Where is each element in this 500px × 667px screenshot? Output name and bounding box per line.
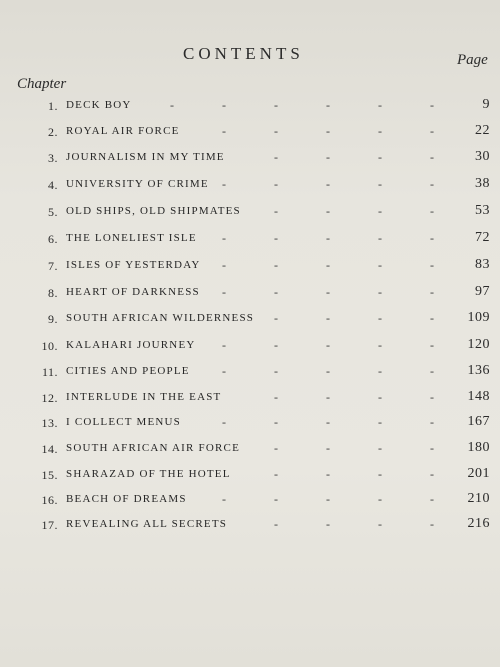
leader-dash: - (274, 98, 278, 112)
chapter-title: UNIVERSITY OF CRIME (66, 178, 209, 190)
leader-dash: - (222, 98, 226, 112)
page-number: 136 (467, 363, 490, 378)
chapter-title: THE LONELIEST ISLE (66, 232, 197, 244)
page-number: 167 (467, 414, 490, 429)
dot-leaders (170, 415, 450, 431)
leader-dash: - (378, 177, 382, 191)
dot-leaders (170, 311, 450, 327)
chapter-title: OLD SHIPS, OLD SHIPMATES (66, 205, 241, 217)
leader-dash: - (326, 364, 330, 378)
toc-entry (0, 202, 500, 224)
leader-dash: - (222, 177, 226, 191)
page-column-label: Page (457, 52, 488, 68)
leader-dash: - (222, 285, 226, 299)
leader-dash: - (274, 364, 278, 378)
page-number: 120 (467, 337, 490, 352)
dot-leaders (170, 98, 450, 114)
leader-dash: - (274, 415, 278, 429)
page-number: 97 (475, 284, 490, 299)
leader-dash: - (378, 231, 382, 245)
leader-dash: - (274, 124, 278, 138)
page-number: 210 (467, 491, 490, 506)
chapter-number: 4. (48, 178, 58, 192)
leader-dash: - (222, 364, 226, 378)
leader-dash: - (274, 150, 278, 164)
leader-dash: - (326, 231, 330, 245)
leader-dash: - (274, 231, 278, 245)
leader-dash: - (326, 415, 330, 429)
toc-entry (0, 148, 500, 170)
leader-dash: - (326, 492, 330, 506)
chapter-title: JOURNALISM IN MY TIME (66, 151, 225, 163)
leader-dash: - (326, 177, 330, 191)
leader-dash: - (378, 364, 382, 378)
page-number: 180 (467, 440, 490, 455)
leader-dash: - (378, 390, 382, 404)
dot-leaders (170, 441, 450, 457)
chapter-title: BEACH OF DREAMS (66, 493, 187, 505)
page-number: 109 (467, 310, 490, 325)
toc-entry (0, 413, 500, 435)
leader-dash: - (222, 124, 226, 138)
chapter-number: 10. (41, 339, 58, 353)
dot-leaders (170, 390, 450, 406)
leader-dash: - (378, 204, 382, 218)
leader-dash: - (378, 98, 382, 112)
leader-dash: - (430, 467, 434, 481)
leader-dash: - (430, 415, 434, 429)
chapter-title: I COLLECT MENUS (66, 416, 181, 428)
dot-leaders (170, 492, 450, 508)
leader-dash: - (378, 150, 382, 164)
chapter-title: CITIES AND PEOPLE (66, 365, 190, 377)
chapter-title: KALAHARI JOURNEY (66, 339, 196, 351)
leader-dash: - (378, 124, 382, 138)
toc-entry (0, 309, 500, 331)
chapter-number: 2. (48, 125, 58, 139)
leader-dash: - (274, 390, 278, 404)
leader-dash: - (326, 204, 330, 218)
leader-dash: - (274, 177, 278, 191)
dot-leaders (170, 285, 450, 301)
toc-entry (0, 122, 500, 144)
leader-dash: - (378, 285, 382, 299)
chapter-title: SOUTH AFRICAN AIR FORCE (66, 442, 240, 454)
toc-entry (0, 229, 500, 251)
leader-dash: - (378, 338, 382, 352)
leader-dash: - (430, 492, 434, 506)
dot-leaders (170, 124, 450, 140)
leader-dash: - (430, 390, 434, 404)
leader-dash: - (430, 311, 434, 325)
leader-dash: - (378, 258, 382, 272)
leader-dash: - (274, 517, 278, 531)
page-number: 201 (467, 466, 490, 481)
leader-dash: - (430, 98, 434, 112)
chapter-number: 9. (48, 312, 58, 326)
chapter-title: DECK BOY (66, 99, 132, 111)
toc-entry (0, 362, 500, 384)
leader-dash: - (430, 231, 434, 245)
chapter-number: 16. (41, 493, 58, 507)
chapter-column-label: Chapter (17, 76, 67, 92)
leader-dash: - (326, 517, 330, 531)
toc-entry (0, 283, 500, 305)
leader-dash: - (326, 467, 330, 481)
chapter-number: 17. (41, 518, 58, 532)
chapter-number: 6. (48, 232, 58, 246)
leader-dash: - (430, 441, 434, 455)
toc-entry (0, 439, 500, 461)
leader-dash: - (430, 517, 434, 531)
toc-entry (0, 465, 500, 487)
dot-leaders (170, 204, 450, 220)
leader-dash: - (222, 492, 226, 506)
page-number: 148 (467, 389, 490, 404)
chapter-title: ISLES OF YESTERDAY (66, 259, 201, 271)
leader-dash: - (274, 204, 278, 218)
chapter-title: SHARAZAD OF THE HOTEL (66, 468, 231, 480)
leader-dash: - (430, 150, 434, 164)
leader-dash: - (326, 150, 330, 164)
chapter-number: 15. (41, 468, 58, 482)
dot-leaders (170, 467, 450, 483)
leader-dash: - (222, 338, 226, 352)
page-number: 53 (475, 203, 490, 218)
toc-entry (0, 336, 500, 358)
toc-entry (0, 256, 500, 278)
page-number: 72 (475, 230, 490, 245)
leader-dash: - (222, 258, 226, 272)
leader-dash: - (274, 258, 278, 272)
leader-dash: - (326, 285, 330, 299)
chapter-title: SOUTH AFRICAN WILDERNESS (66, 312, 255, 324)
dot-leaders (170, 231, 450, 247)
page-number: 30 (475, 149, 490, 164)
leader-dash: - (430, 177, 434, 191)
leader-dash: - (378, 467, 382, 481)
leader-dash: - (326, 98, 330, 112)
chapter-title: ROYAL AIR FORCE (66, 125, 180, 137)
page-number: 9 (482, 97, 490, 112)
toc-entry (0, 388, 500, 410)
leader-dash: - (430, 124, 434, 138)
leader-dash: - (274, 311, 278, 325)
leader-dash: - (430, 258, 434, 272)
page-title: CONTENTS (183, 44, 304, 63)
page-number: 38 (475, 176, 490, 191)
toc-entry (0, 175, 500, 197)
leader-dash: - (378, 415, 382, 429)
chapter-title: REVEALING ALL SECRETS (66, 518, 228, 530)
dot-leaders (170, 364, 450, 380)
leader-dash: - (378, 492, 382, 506)
leader-dash: - (430, 338, 434, 352)
leader-dash: - (326, 124, 330, 138)
page-number: 216 (467, 516, 490, 531)
chapter-number: 8. (48, 286, 58, 300)
dot-leaders (170, 177, 450, 193)
leader-dash: - (326, 258, 330, 272)
leader-dash: - (430, 285, 434, 299)
leader-dash: - (378, 311, 382, 325)
chapter-number: 14. (41, 442, 58, 456)
leader-dash: - (430, 204, 434, 218)
page-number: 22 (475, 123, 490, 138)
chapter-title: HEART OF DARKNESS (66, 286, 200, 298)
leader-dash: - (378, 517, 382, 531)
chapter-number: 11. (41, 365, 58, 379)
toc-entry (0, 515, 500, 537)
leader-dash: - (274, 285, 278, 299)
leader-dash: - (274, 338, 278, 352)
dot-leaders (170, 150, 450, 166)
leader-dash: - (378, 441, 382, 455)
leader-dash: - (326, 390, 330, 404)
leader-dash: - (170, 98, 174, 112)
leader-dash: - (222, 415, 226, 429)
toc-entry (0, 490, 500, 512)
leader-dash: - (326, 338, 330, 352)
chapter-number: 13. (41, 416, 58, 430)
dot-leaders (170, 338, 450, 354)
chapter-title: INTERLUDE IN THE EAST (66, 391, 222, 403)
chapter-number: 3. (48, 151, 58, 165)
dot-leaders (170, 258, 450, 274)
page-number: 83 (475, 257, 490, 272)
chapter-number: 7. (48, 259, 58, 273)
leader-dash: - (274, 492, 278, 506)
leader-dash: - (326, 441, 330, 455)
chapter-number: 12. (41, 391, 58, 405)
leader-dash: - (274, 441, 278, 455)
chapter-number: 5. (48, 205, 58, 219)
leader-dash: - (326, 311, 330, 325)
leader-dash: - (274, 467, 278, 481)
dot-leaders (170, 517, 450, 533)
chapter-number: 1. (48, 99, 58, 113)
toc-entry (0, 96, 500, 118)
leader-dash: - (222, 231, 226, 245)
leader-dash: - (430, 364, 434, 378)
